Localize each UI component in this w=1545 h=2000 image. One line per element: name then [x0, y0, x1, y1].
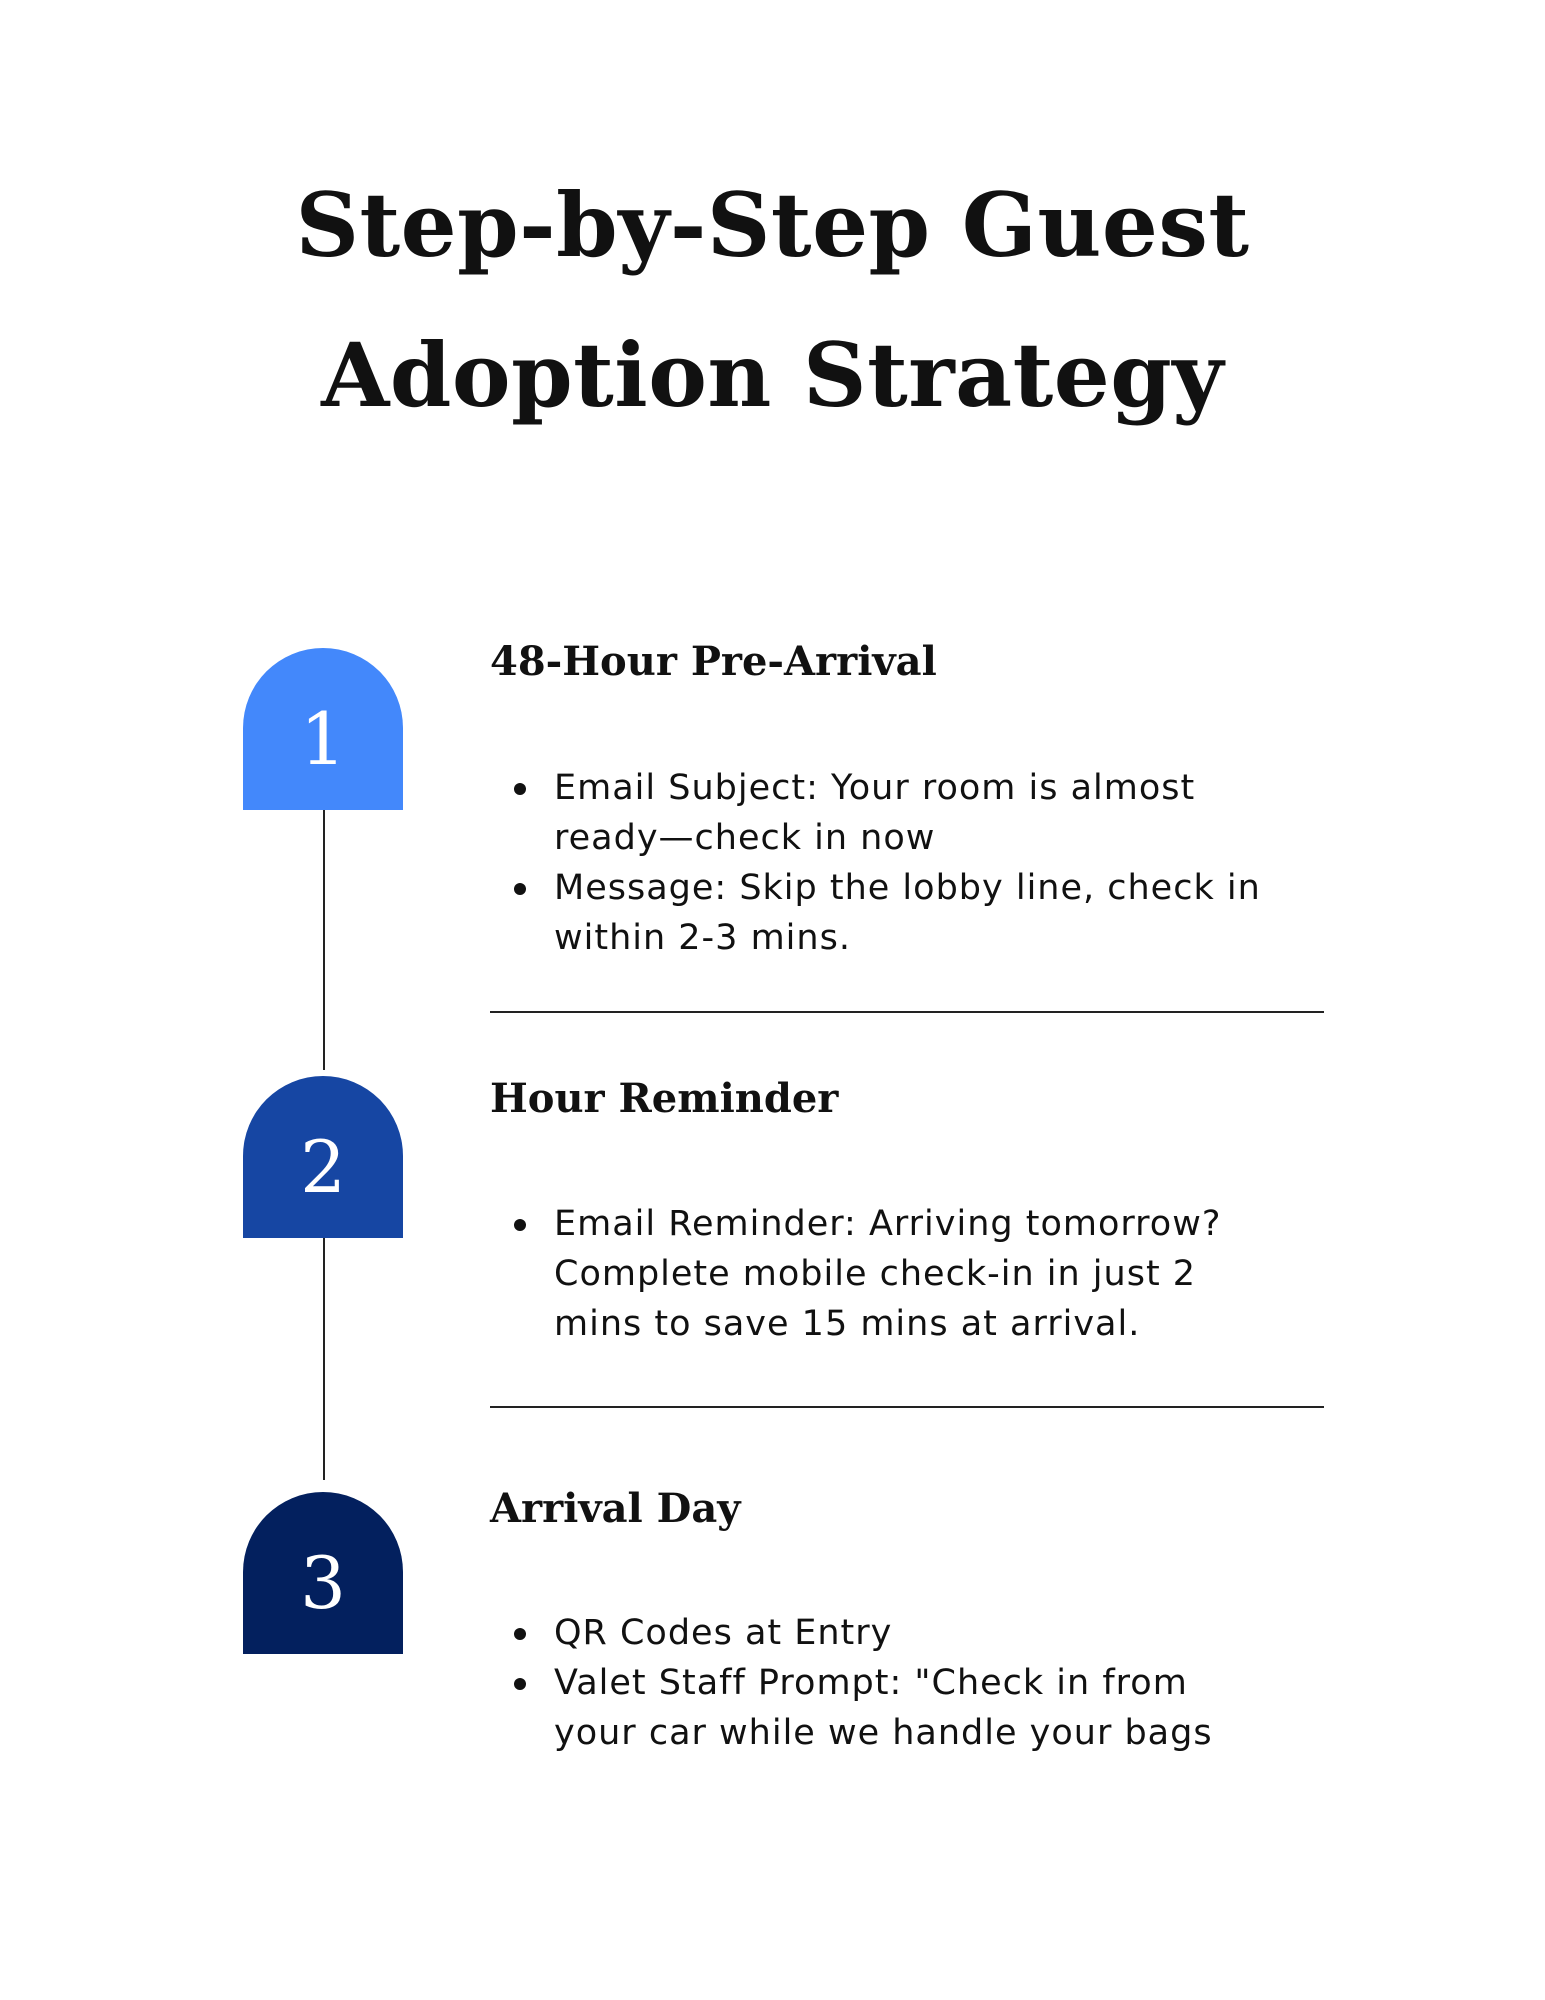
- title-line-1: Step-by-Step Guest: [295, 173, 1250, 277]
- bullet-icon: [514, 1219, 526, 1231]
- bullet-text-line: mins to save 15 mins at arrival.: [554, 1304, 1141, 1344]
- list-item: [490, 1608, 1320, 1658]
- step-3-title: Arrival Day: [490, 1485, 741, 1532]
- list-item: [490, 1199, 1320, 1349]
- title-line-2: Adoption Strategy: [321, 323, 1224, 427]
- step-3-bullet-list: [490, 1608, 1320, 1758]
- bullet-icon: [514, 1678, 526, 1690]
- section-divider: [490, 1406, 1324, 1408]
- bullet-text-line: within 2-3 mins.: [554, 918, 851, 958]
- bullet-text-line: Valet Staff Prompt: "Check in from: [554, 1663, 1188, 1703]
- page-title: [0, 150, 1545, 450]
- step-1-badge: [243, 648, 403, 810]
- bullet-icon: [514, 883, 526, 895]
- step-1-title: 48-Hour Pre-Arrival: [490, 638, 937, 685]
- section-divider: [490, 1011, 1324, 1013]
- list-item: [490, 863, 1320, 963]
- bullet-text-line: your car while we handle your bags: [554, 1713, 1213, 1753]
- timeline-connector: [323, 1230, 325, 1480]
- timeline-connector: [323, 800, 325, 1070]
- list-item: [490, 763, 1320, 863]
- step-1-bullet-list: [490, 763, 1320, 963]
- step-number: 3: [300, 1541, 346, 1625]
- bullet-icon: [514, 783, 526, 795]
- bullet-text-line: Complete mobile check-in in just 2: [554, 1254, 1197, 1294]
- list-item: [490, 1658, 1320, 1758]
- bullet-text-line: Email Subject: Your room is almost: [554, 768, 1196, 808]
- step-2-bullet-list: [490, 1199, 1320, 1349]
- step-2-badge: [243, 1076, 403, 1238]
- step-number: 1: [300, 697, 346, 781]
- bullet-text-line: ready—check in now: [554, 818, 936, 858]
- bullet-text-line: Email Reminder: Arriving tomorrow?: [554, 1204, 1222, 1244]
- step-3-badge: [243, 1492, 403, 1654]
- step-2-title: Hour Reminder: [490, 1075, 839, 1122]
- step-number: 2: [300, 1125, 346, 1209]
- bullet-text-line: QR Codes at Entry: [554, 1613, 893, 1653]
- bullet-text-line: Message: Skip the lobby line, check in: [554, 868, 1261, 908]
- bullet-icon: [514, 1628, 526, 1640]
